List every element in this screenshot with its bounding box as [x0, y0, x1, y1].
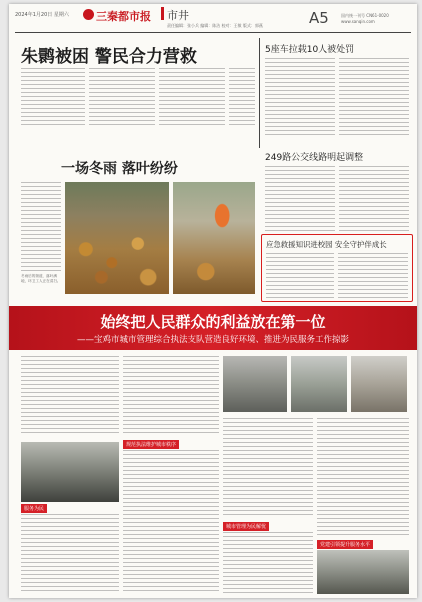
- bird-article-body: [21, 68, 85, 126]
- editors-line: 责任编辑：张小兵 编辑：陈洁 校对：王敏 版式：郭燕: [167, 23, 263, 28]
- lead-body-col3: [223, 418, 313, 518]
- column-divider: [259, 38, 260, 148]
- lead-photo-1: [223, 356, 287, 412]
- trash-article-title: 5座车拉载10人被处罚: [265, 45, 355, 55]
- bus-article-body-col2: [339, 166, 409, 232]
- trash-article-body-col2: [339, 58, 409, 138]
- paper-name: 三秦都市报: [96, 10, 151, 23]
- box3-label: 城市管理为民解忧: [223, 522, 269, 531]
- side-note: 国内统一刊号 CN61-0020 www.sanqin.com: [341, 13, 389, 24]
- lead-photo-4: [21, 442, 119, 502]
- bird-article-body-col4: [229, 68, 255, 126]
- section-name: 市井: [167, 9, 189, 22]
- masthead-rule: [15, 32, 411, 33]
- rain-caption: 冬雨后的街道，落叶满地，环卫工人正在清扫。: [21, 274, 61, 283]
- rain-caption-lines: [21, 182, 61, 274]
- lead-body-col4: [317, 418, 409, 538]
- bird-article-title: 朱鹮被困 警民合力营救: [21, 47, 197, 67]
- lead-photo-3: [351, 356, 407, 412]
- section-bar: [161, 7, 164, 20]
- lead-body-col2b: [123, 450, 219, 594]
- bus-article-title: 249路公交线路明起调整: [265, 153, 364, 163]
- campus-article-body: [266, 253, 334, 299]
- lead-banner: [9, 306, 417, 350]
- box2-label: 规范执法维护城市秩序: [123, 440, 179, 449]
- lead-body-col2: [123, 356, 219, 436]
- rain-photo-leaves: [65, 182, 169, 294]
- lead-photo-5: [317, 550, 409, 594]
- paper-logo-icon: [83, 9, 94, 20]
- issue-date: 2024年1月20日 星期六: [15, 12, 69, 18]
- bus-article-body: [265, 166, 335, 232]
- lead-body-col3b: [223, 532, 313, 594]
- bird-article-body-col2: [89, 68, 155, 126]
- rain-feature-title: 一场冬雨 落叶纷纷: [61, 161, 178, 177]
- box4-label: 党建引领提升服务水平: [317, 540, 373, 549]
- lead-title: 始终把人民群众的利益放在第一位: [100, 313, 326, 331]
- lead-photo-2: [291, 356, 347, 412]
- lead-subtitle: ——宝鸡市城市管理综合执法支队营造良好环境、推进为民服务工作掠影: [76, 335, 349, 345]
- newspaper-page: [9, 4, 417, 598]
- campus-article-body-col2: [338, 253, 408, 299]
- campus-article-title: 应急救援知识进校园 安全守护伴成长: [266, 240, 387, 249]
- rain-photo-sweeper: [173, 182, 255, 294]
- trash-article-body: [265, 58, 335, 138]
- bird-article-body-col3: [159, 68, 225, 126]
- masthead: [9, 4, 417, 34]
- box1-label: 服务为民: [21, 504, 47, 513]
- campus-article: [261, 234, 413, 302]
- lead-body-col1: [21, 356, 119, 436]
- page-number: A5: [309, 9, 329, 27]
- lead-body-col1b: [21, 514, 119, 594]
